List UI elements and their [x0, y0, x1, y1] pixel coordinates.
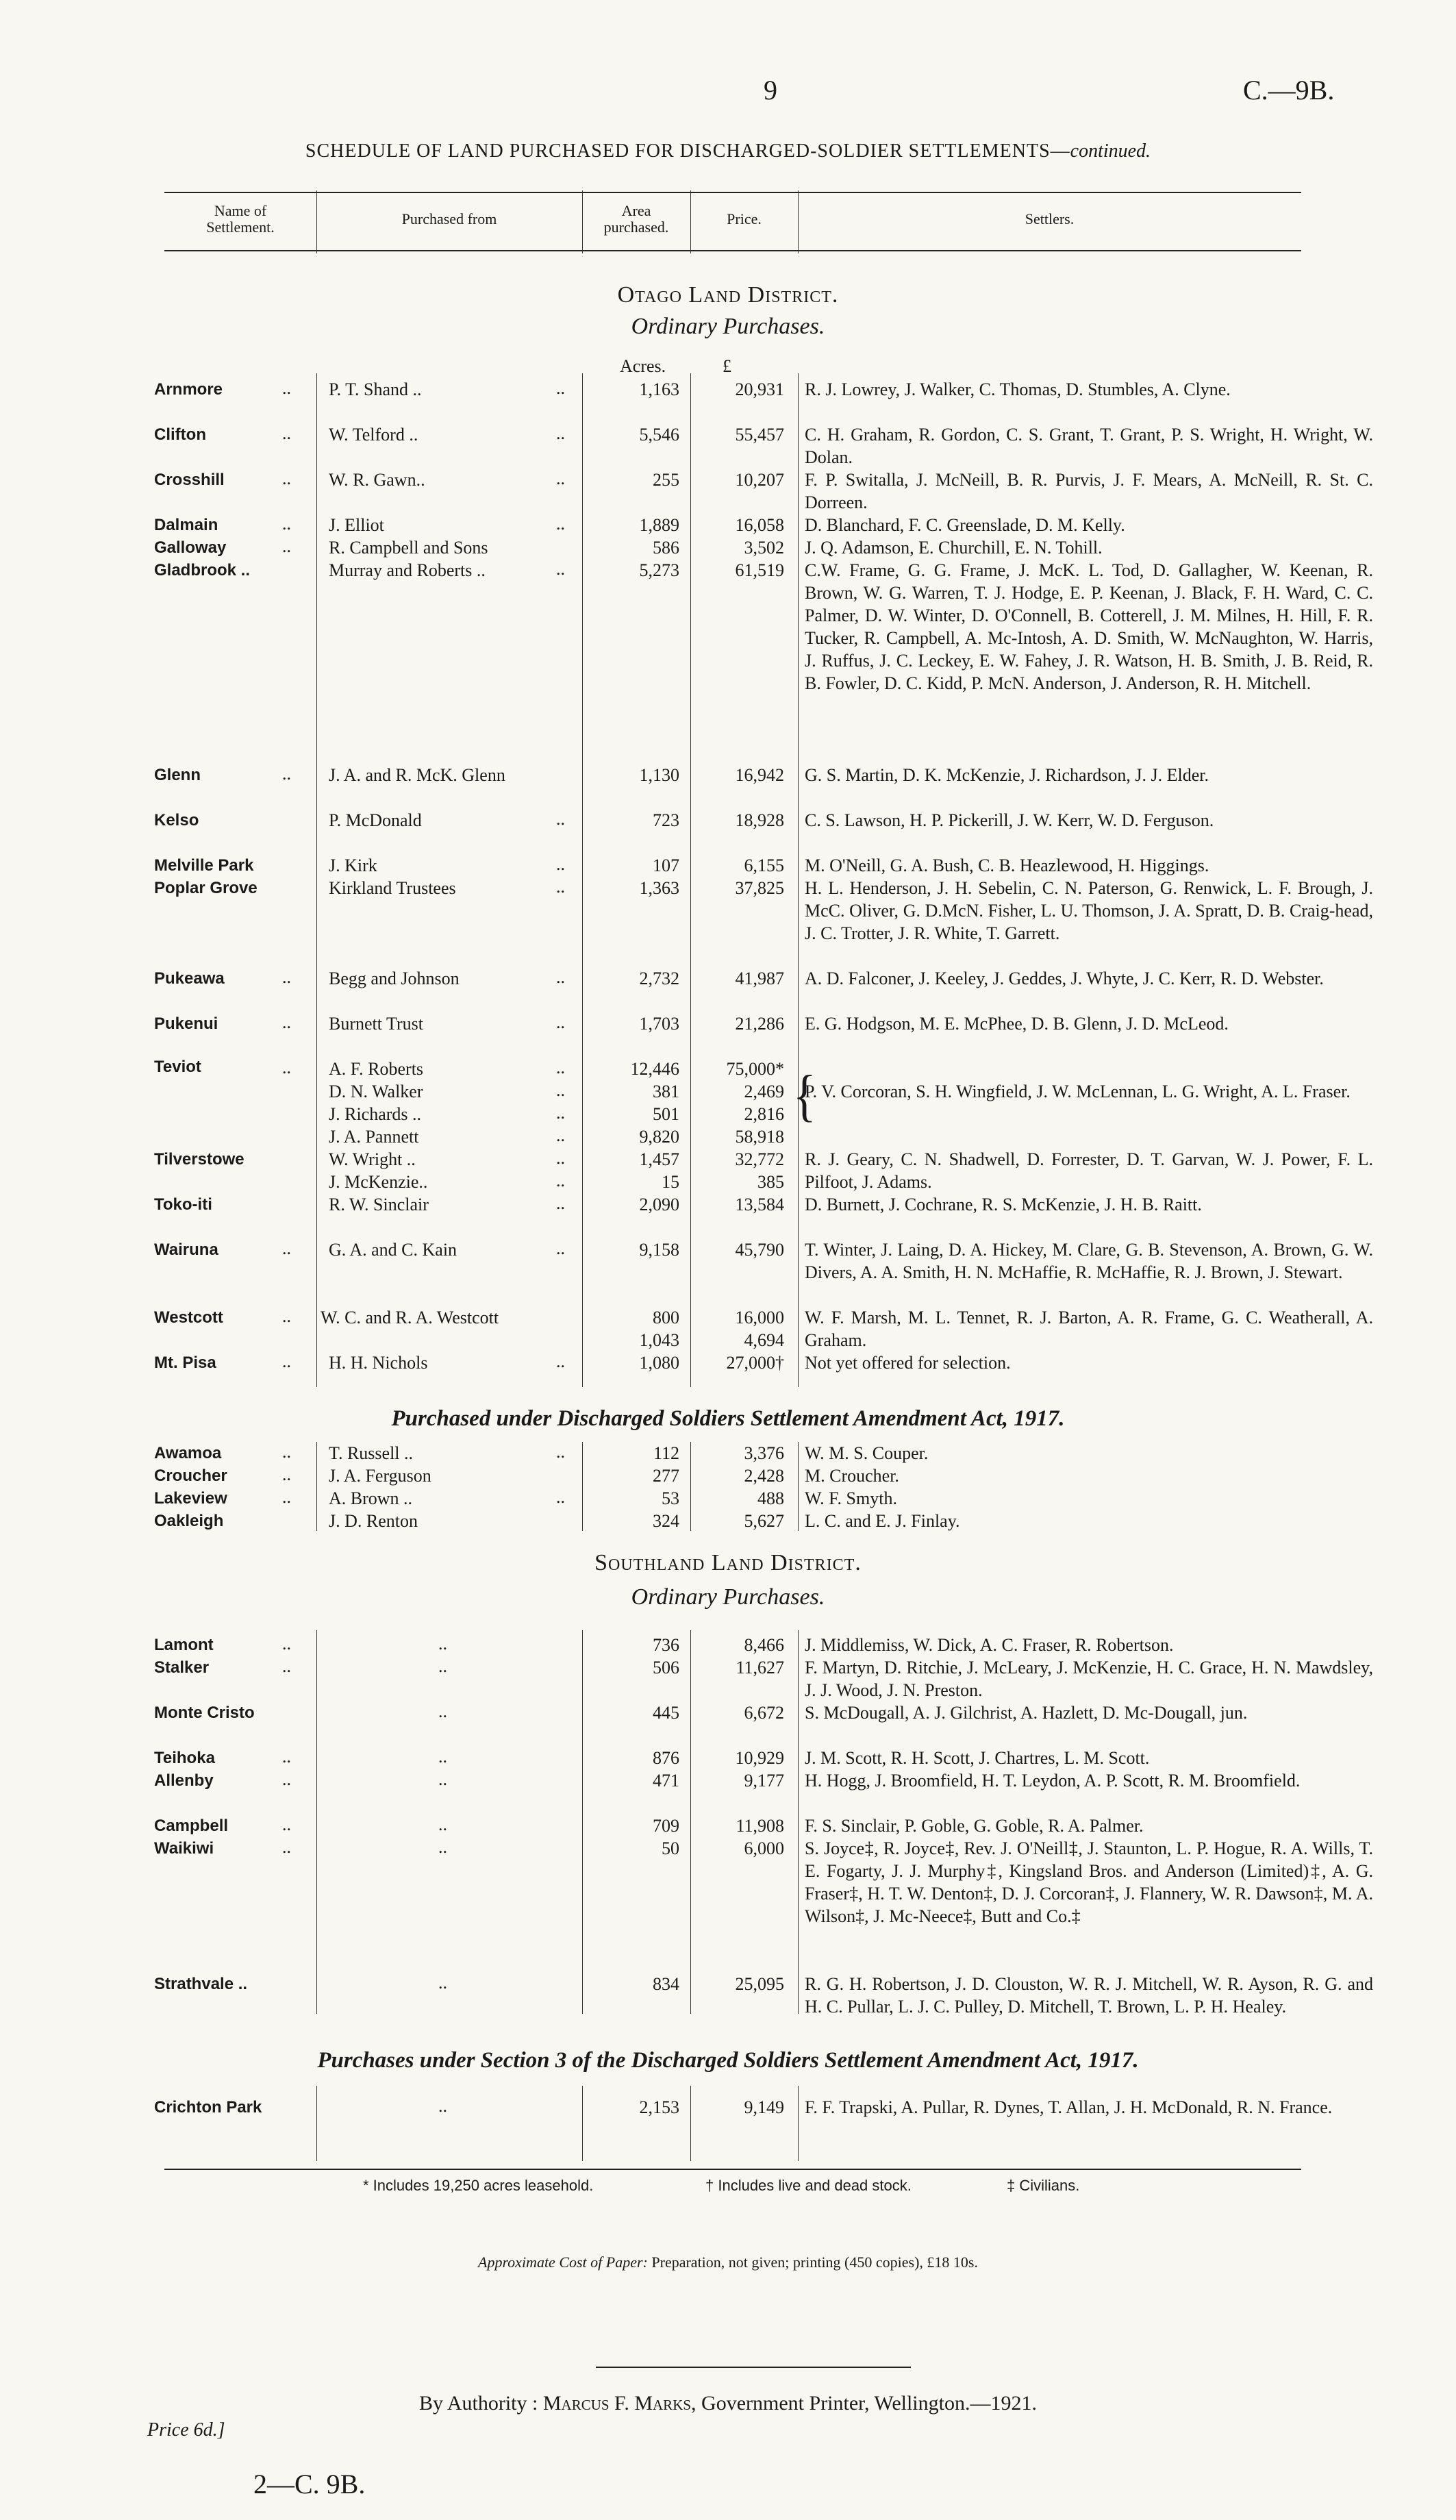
- settlement-name: Gladbrook ..: [154, 561, 251, 579]
- settlement-name: Westcott: [154, 1308, 223, 1327]
- settlement-name: Croucher: [154, 1467, 227, 1485]
- settlers: S. McDougall, A. J. Gilchrist, A. Hazlett, D. Mc-Dougall, jun.: [805, 1703, 1248, 1723]
- purchased-from: H. H. Nichols: [329, 1353, 428, 1373]
- section3-heading: Purchases under Section 3 of the Discharged Soldiers Settlement Amendment Act, 1917.: [317, 2048, 1139, 2073]
- price: 27,000†: [726, 1353, 784, 1373]
- price: 13,584: [735, 1195, 784, 1214]
- southland-divider: [316, 1630, 317, 2014]
- leader-dots: ..: [556, 1193, 565, 1213]
- purchased-from: J. Richards ..: [329, 1104, 422, 1124]
- price: 9,149: [744, 2097, 784, 2117]
- settlers: F. S. Sinclair, P. Goble, G. Goble, R. A. Palmer.: [805, 1816, 1144, 1836]
- settlers: D. Burnett, J. Cochrane, R. S. McKenzie, J. H. B. Raitt.: [805, 1195, 1202, 1214]
- footnote-civilians: ‡ Civilians.: [1007, 2177, 1080, 2194]
- price: 11,908: [736, 1816, 784, 1836]
- settlement-name: Lakeview: [154, 1489, 227, 1508]
- price: 5,627: [744, 1511, 784, 1531]
- settlement-name: Galloway: [154, 538, 227, 557]
- area-purchased: 15: [662, 1172, 679, 1192]
- leader-dots: ..: [556, 1125, 565, 1145]
- leader-dots: ..: [282, 1769, 291, 1789]
- southland-ordinary-heading: Ordinary Purchases.: [631, 1584, 825, 1610]
- column-header-price: Price.: [727, 210, 762, 227]
- leader-dots: ..: [282, 1487, 291, 1507]
- area-purchased: 506: [653, 1658, 679, 1677]
- settlers: H. Hogg, J. Broomfield, H. T. Leydon, A. P. Scott, R. M. Broomfield.: [805, 1771, 1301, 1791]
- area-purchased: 277: [653, 1466, 679, 1486]
- signature-mark: 2—C. 9B.: [253, 2469, 366, 2499]
- price: 3,376: [744, 1443, 784, 1463]
- price: 3,502: [744, 538, 784, 558]
- approximate-cost: [0, 2254, 1456, 2271]
- area-purchased: 2,732: [639, 969, 679, 988]
- price: 21,286: [735, 1014, 784, 1034]
- header-bottom-rule: [164, 250, 1301, 251]
- settlement-name: Campbell: [154, 1817, 229, 1835]
- leader-dots: ..: [282, 1747, 291, 1767]
- leader-dots: ..: [438, 1634, 447, 1654]
- price: 18,928: [735, 810, 784, 830]
- area-purchased: 471: [653, 1771, 679, 1791]
- page-number: 9: [764, 75, 777, 105]
- purchased-from: W. R. Gawn..: [329, 470, 425, 490]
- settlers: F. P. Switalla, J. McNeill, B. R. Purvis, J. F. Mears, A. McNeill, R. St. C. Dorreen.: [805, 470, 1373, 512]
- settlement-name: Stalker: [154, 1658, 210, 1677]
- area-purchased: 9,158: [639, 1240, 679, 1260]
- price: 25,095: [735, 1974, 784, 1994]
- column-header-name-l1: Name of: [214, 202, 267, 219]
- leader-dots: ..: [282, 514, 291, 534]
- leader-dots: ..: [438, 1769, 447, 1789]
- settlement-name: Crosshill: [154, 471, 225, 489]
- authority-suffix: , Government Printer, Wellington.—1921.: [691, 2392, 1037, 2415]
- otago-district-heading: Otago Land District.: [617, 282, 839, 308]
- settlement-name: Waikiwi: [154, 1839, 214, 1858]
- leader-dots: ..: [282, 378, 291, 398]
- settlement-name: Monte Cristo: [154, 1704, 255, 1722]
- settlers: M. O'Neill, G. A. Bush, C. B. Heazlewood, H. Higgings.: [805, 856, 1209, 875]
- settlement-name: Arnmore: [154, 380, 223, 399]
- leader-dots: ..: [282, 1351, 291, 1371]
- leader-dots: ..: [556, 469, 565, 488]
- amendment-divider: [798, 1442, 799, 1531]
- purchased-from: Murray and Roberts ..: [329, 560, 486, 580]
- leader-dots: ..: [282, 536, 291, 556]
- price: 16,942: [735, 765, 784, 785]
- settlers: L. C. and E. J. Finlay.: [805, 1511, 960, 1531]
- area-purchased: 112: [653, 1443, 679, 1463]
- area-purchased: 1,457: [639, 1149, 679, 1169]
- table-bottom-rule: [164, 2169, 1301, 2170]
- settlers: S. Joyce‡, R. Joyce‡, Rev. J. O'Neill‡, J. Staunton, L. P. Hogue, R. A. Wills, T. E. Fogarty, J. J. Murphy‡, Kingsland Bros. and Anderson (Limited)‡, A. G. Fraser‡, H. T. W. Denton‡, D. J. Corcoran‡, J. Flannery, W. R. Dawson‡, M. A. Wilson‡, J. Mc-Neece‡, Butt and Co.‡: [805, 1838, 1373, 1926]
- price: 75,000*: [726, 1059, 784, 1079]
- leader-dots: ..: [556, 1103, 565, 1123]
- settlers: J. M. Scott, R. H. Scott, J. Chartres, L. M. Scott.: [805, 1748, 1150, 1768]
- settlers: P. V. Corcoran, S. H. Wingfield, J. W. McLennan, L. G. Wright, A. L. Fraser.: [805, 1082, 1351, 1101]
- price: 6,000: [744, 1838, 784, 1858]
- price: 16,058: [735, 515, 784, 535]
- purchased-from: J. Elliot: [329, 515, 384, 535]
- area-purchased: 586: [653, 538, 679, 558]
- leader-dots: ..: [282, 1238, 291, 1258]
- price: 4,694: [744, 1330, 784, 1350]
- purchased-from: D. N. Walker: [329, 1082, 423, 1101]
- purchased-from: J. D. Renton: [329, 1511, 418, 1531]
- area-purchased: 709: [653, 1816, 679, 1836]
- settlers: W. F. Smyth.: [805, 1488, 897, 1508]
- otago-divider: [316, 373, 317, 1387]
- settlement-name: Teihoka: [154, 1749, 215, 1767]
- area-purchased: 445: [653, 1703, 679, 1723]
- price: 6,155: [744, 856, 784, 875]
- purchased-from: J. McKenzie..: [329, 1172, 428, 1192]
- area-purchased: 800: [653, 1308, 679, 1327]
- leader-dots: ..: [556, 559, 565, 579]
- leader-dots: ..: [556, 1351, 565, 1371]
- settlers: W. F. Marsh, M. L. Tennet, R. J. Barton, A. R. Frame, G. C. Weatherall, A. Graham.: [805, 1308, 1373, 1350]
- price: 8,466: [744, 1635, 784, 1655]
- price: 2,469: [744, 1082, 784, 1101]
- purchased-from: P. T. Shand ..: [329, 379, 422, 399]
- purchased-from: Burnett Trust: [329, 1014, 423, 1034]
- leader-dots: ..: [282, 1837, 291, 1857]
- leader-dots: ..: [556, 514, 565, 534]
- area-purchased: 1,043: [639, 1330, 679, 1350]
- leader-dots: ..: [556, 1238, 565, 1258]
- area-purchased: 1,130: [639, 765, 679, 785]
- leader-dots: ..: [556, 1442, 565, 1462]
- approximate-cost-label: Approximate Cost of Paper:: [478, 2254, 648, 2271]
- leader-dots: ..: [282, 423, 291, 443]
- leader-dots: ..: [282, 1058, 291, 1077]
- area-purchased: 324: [653, 1511, 679, 1531]
- price: 10,929: [735, 1748, 784, 1768]
- area-purchased: 1,889: [639, 515, 679, 535]
- otago-divider: [798, 373, 799, 1387]
- price: 20,931: [735, 379, 784, 399]
- section3-divider: [316, 2086, 317, 2161]
- purchased-from: J. A. Pannett: [329, 1127, 419, 1147]
- settlement-name: Teviot: [154, 1058, 201, 1076]
- area-purchased: 12,446: [630, 1059, 679, 1079]
- settlement-name: Clifton: [154, 425, 206, 444]
- leader-dots: ..: [556, 1487, 565, 1507]
- purchased-from: J. A. Ferguson: [329, 1466, 431, 1486]
- leader-dots: ..: [282, 469, 291, 488]
- settlement-name: Crichton Park: [154, 2098, 262, 2117]
- leader-dots: ..: [282, 1306, 291, 1326]
- purchased-from: A. Brown ..: [329, 1488, 413, 1508]
- leader-dots: ..: [438, 1747, 447, 1767]
- settlers: H. L. Henderson, J. H. Sebelin, C. N. Paterson, G. Renwick, L. F. Brough, J. McC. Oliver, G. D.McN. Fisher, L. U. Thomson, J. A. Spratt, D. B. Craig-head, J. C. Trotter, J. R. White, T. Garrett.: [805, 878, 1373, 943]
- leader-dots: ..: [556, 967, 565, 987]
- leader-dots: ..: [438, 1656, 447, 1676]
- settlers: J. Middlemiss, W. Dick, A. C. Fraser, R. Robertson.: [805, 1635, 1174, 1655]
- price: 61,519: [735, 560, 784, 580]
- leader-dots: ..: [556, 423, 565, 443]
- area-purchased: 9,820: [639, 1127, 679, 1147]
- footnote-stock: † Includes live and dead stock.: [705, 2177, 912, 2194]
- area-purchased: 1,363: [639, 878, 679, 898]
- otago-ordinary-heading: Ordinary Purchases.: [631, 314, 825, 339]
- approximate-cost-text: Preparation, not given; printing (450 copies), £18 10s.: [647, 2254, 978, 2271]
- leader-dots: ..: [438, 1837, 447, 1857]
- unit-pounds: £: [723, 356, 731, 376]
- area-purchased: 1,080: [639, 1353, 679, 1373]
- leader-dots: ..: [556, 1080, 565, 1100]
- printer-name: Marcus F. Marks: [542, 2392, 692, 2415]
- southland-divider: [798, 1630, 799, 2014]
- settlement-name: Pukenui: [154, 1014, 218, 1033]
- leader-dots: ..: [438, 1814, 447, 1834]
- purchased-from: R. Campbell and Sons: [329, 538, 488, 558]
- leader-dots: ..: [282, 1442, 291, 1462]
- price: 11,627: [736, 1658, 784, 1677]
- leader-dots: ..: [556, 877, 565, 897]
- leader-dots: ..: [556, 1012, 565, 1032]
- purchased-from: A. F. Roberts: [329, 1059, 424, 1079]
- price: 385: [757, 1172, 784, 1192]
- settlers: A. D. Falconer, J. Keeley, J. Geddes, J. Whyte, J. C. Kerr, R. D. Webster.: [805, 969, 1324, 988]
- settlers: C. H. Graham, R. Gordon, C. S. Grant, T. Grant, P. S. Wright, H. Wright, W. Dolan.: [805, 425, 1373, 467]
- brace: {: [793, 1064, 816, 1128]
- authority-prefix: By Authority :: [419, 2392, 543, 2415]
- settlement-name: Mt. Pisa: [154, 1353, 216, 1372]
- settlement-name: Poplar Grove: [154, 879, 258, 897]
- column-header-from: Purchased from: [401, 210, 497, 227]
- area-purchased: 834: [653, 1974, 679, 1994]
- purchased-from: P. McDonald: [329, 810, 422, 830]
- purchased-from: R. W. Sinclair: [329, 1195, 429, 1214]
- purchased-from: Begg and Johnson: [329, 969, 460, 988]
- leader-dots: ..: [282, 1012, 291, 1032]
- schedule-title: [0, 140, 1456, 162]
- settlers: J. Q. Adamson, E. Churchill, E. N. Tohill.: [805, 538, 1103, 558]
- price: 55,457: [735, 425, 784, 445]
- settlers: F. F. Trapski, A. Pullar, R. Dynes, T. Allan, J. H. McDonald, R. N. France.: [805, 2097, 1333, 2117]
- settlement-name: Strathvale ..: [154, 1975, 248, 1993]
- settlers: E. G. Hodgson, M. E. McPhee, D. B. Glenn, J. D. McLeod.: [805, 1014, 1229, 1034]
- settlement-name: Glenn: [154, 766, 201, 784]
- price: 41,987: [735, 969, 784, 988]
- area-purchased: 876: [653, 1748, 679, 1768]
- area-purchased: 723: [653, 810, 679, 830]
- purchased-from: J. A. and R. McK. Glenn: [329, 765, 505, 785]
- area-purchased: 53: [662, 1488, 679, 1508]
- area-purchased: 107: [653, 856, 679, 875]
- southland-divider: [582, 1630, 583, 2014]
- unit-acres: Acres.: [620, 356, 666, 376]
- area-purchased: 2,090: [639, 1195, 679, 1214]
- section3-divider: [582, 2086, 583, 2161]
- leader-dots: ..: [556, 809, 565, 829]
- settlement-name: Toko-iti: [154, 1195, 212, 1214]
- amendment-1917-heading: Purchased under Discharged Soldiers Settlement Amendment Act, 1917.: [391, 1406, 1065, 1431]
- price: 45,790: [735, 1240, 784, 1260]
- header-top-rule: [164, 192, 1301, 193]
- leader-dots: ..: [282, 764, 291, 784]
- column-header-area-l1: Area: [621, 202, 651, 219]
- price-note: Price 6d.]: [147, 2419, 225, 2441]
- price: 37,825: [735, 878, 784, 898]
- price: 2,816: [744, 1104, 784, 1124]
- area-purchased: 1,163: [639, 379, 679, 399]
- leader-dots: ..: [282, 1634, 291, 1654]
- settlement-name: Allenby: [154, 1771, 214, 1790]
- southland-district-heading: Southland Land District.: [594, 1550, 862, 1575]
- purchased-from: J. Kirk: [329, 856, 377, 875]
- leader-dots: ..: [282, 1464, 291, 1484]
- settlement-name: Kelso: [154, 811, 199, 829]
- leader-dots: ..: [438, 2096, 447, 2116]
- settlement-name: Dalmain: [154, 516, 218, 534]
- area-purchased: 5,273: [639, 560, 679, 580]
- settlers: R. J. Geary, C. N. Shadwell, D. Forrester, D. T. Garvan, W. J. Power, F. L. Pilfoot, J. Adams.: [805, 1149, 1373, 1192]
- settlers: Not yet offered for selection.: [805, 1353, 1011, 1373]
- price: 488: [757, 1488, 784, 1508]
- area-purchased: 50: [662, 1838, 679, 1858]
- area-purchased: 736: [653, 1635, 679, 1655]
- column-header-settlers: Settlers.: [1025, 210, 1075, 227]
- settlers: R. G. H. Robertson, J. D. Clouston, W. R. J. Mitchell, W. R. Ayson, R. G. and H. C. Pullar, L. J. C. Pulley, D. Mitchell, T. Brown, L. P. H. Healey.: [805, 1974, 1373, 2017]
- column-header-area-l2: purchased.: [603, 219, 669, 236]
- area-purchased: 2,153: [639, 2097, 679, 2117]
- leader-dots: ..: [556, 1148, 565, 1168]
- purchased-from: T. Russell ..: [329, 1443, 414, 1463]
- leader-dots: ..: [556, 1058, 565, 1077]
- settlers: C. S. Lawson, H. P. Pickerill, J. W. Kerr, W. D. Ferguson.: [805, 810, 1214, 830]
- section3-divider: [798, 2086, 799, 2161]
- leader-dots: ..: [556, 854, 565, 874]
- closing-rule: [596, 2367, 911, 2368]
- amendment-divider: [316, 1442, 317, 1531]
- area-purchased: 381: [653, 1082, 679, 1101]
- price: 6,672: [744, 1703, 784, 1723]
- purchased-from: W. Telford ..: [329, 425, 418, 445]
- column-header-area: [582, 203, 690, 236]
- leader-dots: ..: [556, 1171, 565, 1190]
- settlers: T. Winter, J. Laing, D. A. Hickey, M. Clare, G. B. Stevenson, A. Brown, G. W. Divers, A. A. Smith, H. N. McHaffie, R. McHaffie, R. J. Brown, J. Stewart.: [805, 1240, 1373, 1282]
- area-purchased: 5,546: [639, 425, 679, 445]
- price: 2,428: [744, 1466, 784, 1486]
- area-purchased: 501: [653, 1104, 679, 1124]
- leader-dots: ..: [438, 1701, 447, 1721]
- settlers: F. Martyn, D. Ritchie, J. McLeary, J. McKenzie, H. C. Grace, H. N. Mawdsley, J. J. Wood, J. N. Preston.: [805, 1658, 1373, 1700]
- schedule-title-main: SCHEDULE OF LAND PURCHASED FOR DISCHARGED-SOLDIER SETTLEMENTS—: [305, 140, 1070, 162]
- settlement-name: Awamoa: [154, 1444, 222, 1462]
- settlement-name: Oakleigh: [154, 1512, 224, 1530]
- authority-line: [0, 2392, 1456, 2415]
- purchased-from: W. Wright ..: [329, 1149, 416, 1169]
- settlers: R. J. Lowrey, J. Walker, C. Thomas, D. Stumbles, A. Clyne.: [805, 379, 1231, 399]
- schedule-title-continued: continued.: [1070, 140, 1151, 162]
- settlers: C.W. Frame, G. G. Frame, J. McK. L. Tod, D. Gallagher, W. Keenan, R. Brown, W. G. Warren, T. J. Hodge, E. P. Keenan, J. Black, F. H. Ward, C. C. Palmer, D. W. Winter, D. O'Connell, B. Cotterell, J. M. Milnes, H. Hill, F. R. Tucker, R. Campbell, A. Mc-Intosh, A. D. Smith, W. McNaughton, W. Harris, J. Ruffus, J. C. Leckey, E. W. Fahey, J. R. Watson, H. B. Smith, J. B. Reid, R. B. Fowler, D. C. Kidd, P. McN. Anderson, J. Anderson, R. H. Mitchell.: [805, 560, 1373, 693]
- amendment-divider: [582, 1442, 583, 1531]
- leader-dots: ..: [282, 1656, 291, 1676]
- leader-dots: ..: [282, 1814, 291, 1834]
- settlers: D. Blanchard, F. C. Greenslade, D. M. Kelly.: [805, 515, 1125, 535]
- leader-dots: ..: [438, 1973, 447, 1993]
- settlers: M. Croucher.: [805, 1466, 899, 1486]
- settlers: W. M. S. Couper.: [805, 1443, 929, 1463]
- price: 9,177: [744, 1771, 784, 1791]
- area-purchased: 255: [653, 470, 679, 490]
- column-header-name-l2: Settlement.: [206, 219, 275, 236]
- purchased-from: G. A. and C. Kain: [329, 1240, 457, 1260]
- page-reference: C.—9B.: [1243, 75, 1335, 105]
- price: 32,772: [735, 1149, 784, 1169]
- footnote-leasehold: * Includes 19,250 acres leasehold.: [363, 2177, 594, 2194]
- settlement-name: Pukeawa: [154, 969, 225, 988]
- price: 58,918: [735, 1127, 784, 1147]
- settlement-name: Wairuna: [154, 1240, 218, 1259]
- settlement-name: Tilverstowe: [154, 1150, 244, 1169]
- purchased-from: W. C. and R. A. Westcott: [321, 1308, 499, 1327]
- leader-dots: ..: [556, 378, 565, 398]
- price: 16,000: [735, 1308, 784, 1327]
- settlement-name: Melville Park: [154, 856, 254, 875]
- settlement-name: Lamont: [154, 1636, 214, 1654]
- leader-dots: ..: [282, 967, 291, 987]
- settlers: G. S. Martin, D. K. McKenzie, J. Richardson, J. J. Elder.: [805, 765, 1209, 785]
- purchased-from: Kirkland Trustees: [329, 878, 456, 898]
- otago-divider: [582, 373, 583, 1387]
- column-header-name: [164, 203, 316, 236]
- price: 10,207: [735, 470, 784, 490]
- area-purchased: 1,703: [639, 1014, 679, 1034]
